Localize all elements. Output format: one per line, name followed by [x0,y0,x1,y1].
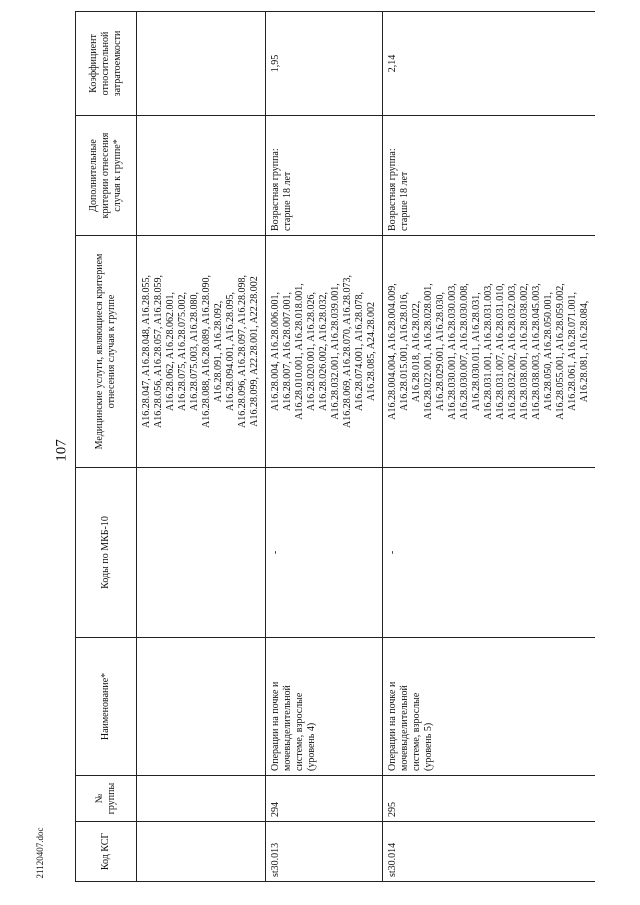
header-services: Медицинские услуги, являющиеся критерием отнесения случая к группе [76,236,137,468]
text-line: A16.28.004.004, A16.28.004.009, [387,283,398,420]
text-line: A16.28.015.001, A16.28.016, [399,292,410,411]
group-number: 294 [266,776,383,822]
text-line: A16.28.062, A16.28.062.001, [165,292,176,411]
table-row-continuation [137,12,266,882]
text-line: A16.28.047, A16.28.048, A16.28.055, [141,274,152,429]
group-number: 295 [383,776,596,822]
text-line: Возрастная группа: [387,148,398,231]
text-line: A16.28.032.002, A16.28.032.003, [507,283,518,420]
text-line: A16.28.026.002, A16.28.032, [318,292,329,411]
text-line: (уровень 4) [306,722,317,771]
text-line: Операции на почке и [270,681,281,771]
text-line: A16.28.030.001, A16.28.030.003, [447,283,458,420]
text-line: A16.28.088, A16.28.089, A16.28.090, [201,274,212,429]
text-line: A16.28.075, A16.28.075.002, [177,292,188,411]
text-line: Операции на почке и [387,681,398,771]
text-line: A16.28.031.001, A16.28.031.003, [483,283,494,420]
text-line: A16.28.096, A16.28.097, A16.28.098, [237,274,248,429]
services-list [270,240,378,463]
text-line: A16.28.029.001, A16.28.030, [435,292,446,411]
ksg-code: st30.013 [266,822,383,882]
text-line: старше 18 лет [399,171,410,231]
table-container [75,12,605,882]
services-cell [383,236,596,468]
text-line: A16.28.038.003, A16.28.045.003, [531,283,542,420]
table-row [383,12,596,882]
kst-table [75,11,595,882]
text-line: A16.28.061, A16.28.071.001, [567,292,578,411]
table-row [266,12,383,882]
services-cell [266,236,383,468]
coefficient: 1,95 [266,12,383,116]
text-line: мочевыделительной [282,685,293,771]
page-number: 107 [53,439,70,462]
services-cell [137,236,266,468]
text-line: A16.28.007, A16.28.007.001, [282,292,293,411]
text-line: мочевыделительной [399,685,410,771]
text-line: A16.28.081, A16.28.084, [579,300,590,403]
header-name: Наименование* [76,638,137,776]
header-code: Код КСГ [76,822,137,882]
text-line: A16.28.022.001, A16.28.028.001, [423,283,434,420]
text-line: системе, взрослые [411,692,422,771]
mkb-codes: - [266,468,383,638]
group-name [383,638,596,776]
group-name [266,638,383,776]
criteria-cell [266,116,383,236]
text-line: A16.28.094.001, A16.28.095, [225,292,236,411]
services-list [141,240,261,463]
text-line: A16.28.085, A24.28.002 [366,302,377,401]
text-line: системе, взрослые [294,692,305,771]
text-line: A16.28.069, A16.28.070, A16.28.073, [342,274,353,429]
header-coefficient: Коэффициент относительной затратоемкости [76,12,137,116]
text-line: A16.28.050, A16.28.050.001, [543,292,554,411]
file-name: 21120407.doc [35,827,45,879]
coefficient: 2,14 [383,12,596,116]
text-line: A16.28.055.001, A16.28.059.002, [555,283,566,420]
text-line: A16.28.074.001, A16.28.078, [354,292,365,411]
header-number: № группы [76,776,137,822]
text-line: A16.28.004, A16.28.006.001, [270,292,281,411]
text-line: A16.28.030.007, A16.28.030.008, [459,283,470,420]
text-line: A16.28.032.001, A16.28.039.001, [330,283,341,420]
text-line: A16.28.038.001, A16.28.038.002, [519,283,530,420]
text-line: A16.28.031.007, A16.28.031.010, [495,283,506,420]
text-line: A16.28.010.001, A16.28.018.001, [294,283,305,420]
text-line: A16.28.020.001, A16.28.026, [306,292,317,411]
text-line: A16.28.099, A22.28.001, A22.28.002 [249,276,260,427]
text-line: Возрастная группа: [270,148,281,231]
table-header-row [76,12,137,882]
text-line: A16.28.018, A16.28.022, [411,300,422,403]
criteria-cell [383,116,596,236]
text-line: (уровень 5) [423,722,434,771]
header-mkb: Коды по МКБ-10 [76,468,137,638]
text-line: A16.28.075.003, A16.28.080, [189,292,200,411]
text-line: A16.28.030.011, A16.28.031, [471,292,482,411]
header-criteria: Дополнительные критерии отнесения случая к группе* [76,116,137,236]
mkb-codes: - [383,468,596,638]
services-list [387,240,591,463]
text-line: A16.28.091, A16.28.092, [213,300,224,403]
ksg-code: st30.014 [383,822,596,882]
text-line: старше 18 лет [282,171,293,231]
text-line: A16.28.056, A16.28.057, A16.28.059, [153,274,164,429]
